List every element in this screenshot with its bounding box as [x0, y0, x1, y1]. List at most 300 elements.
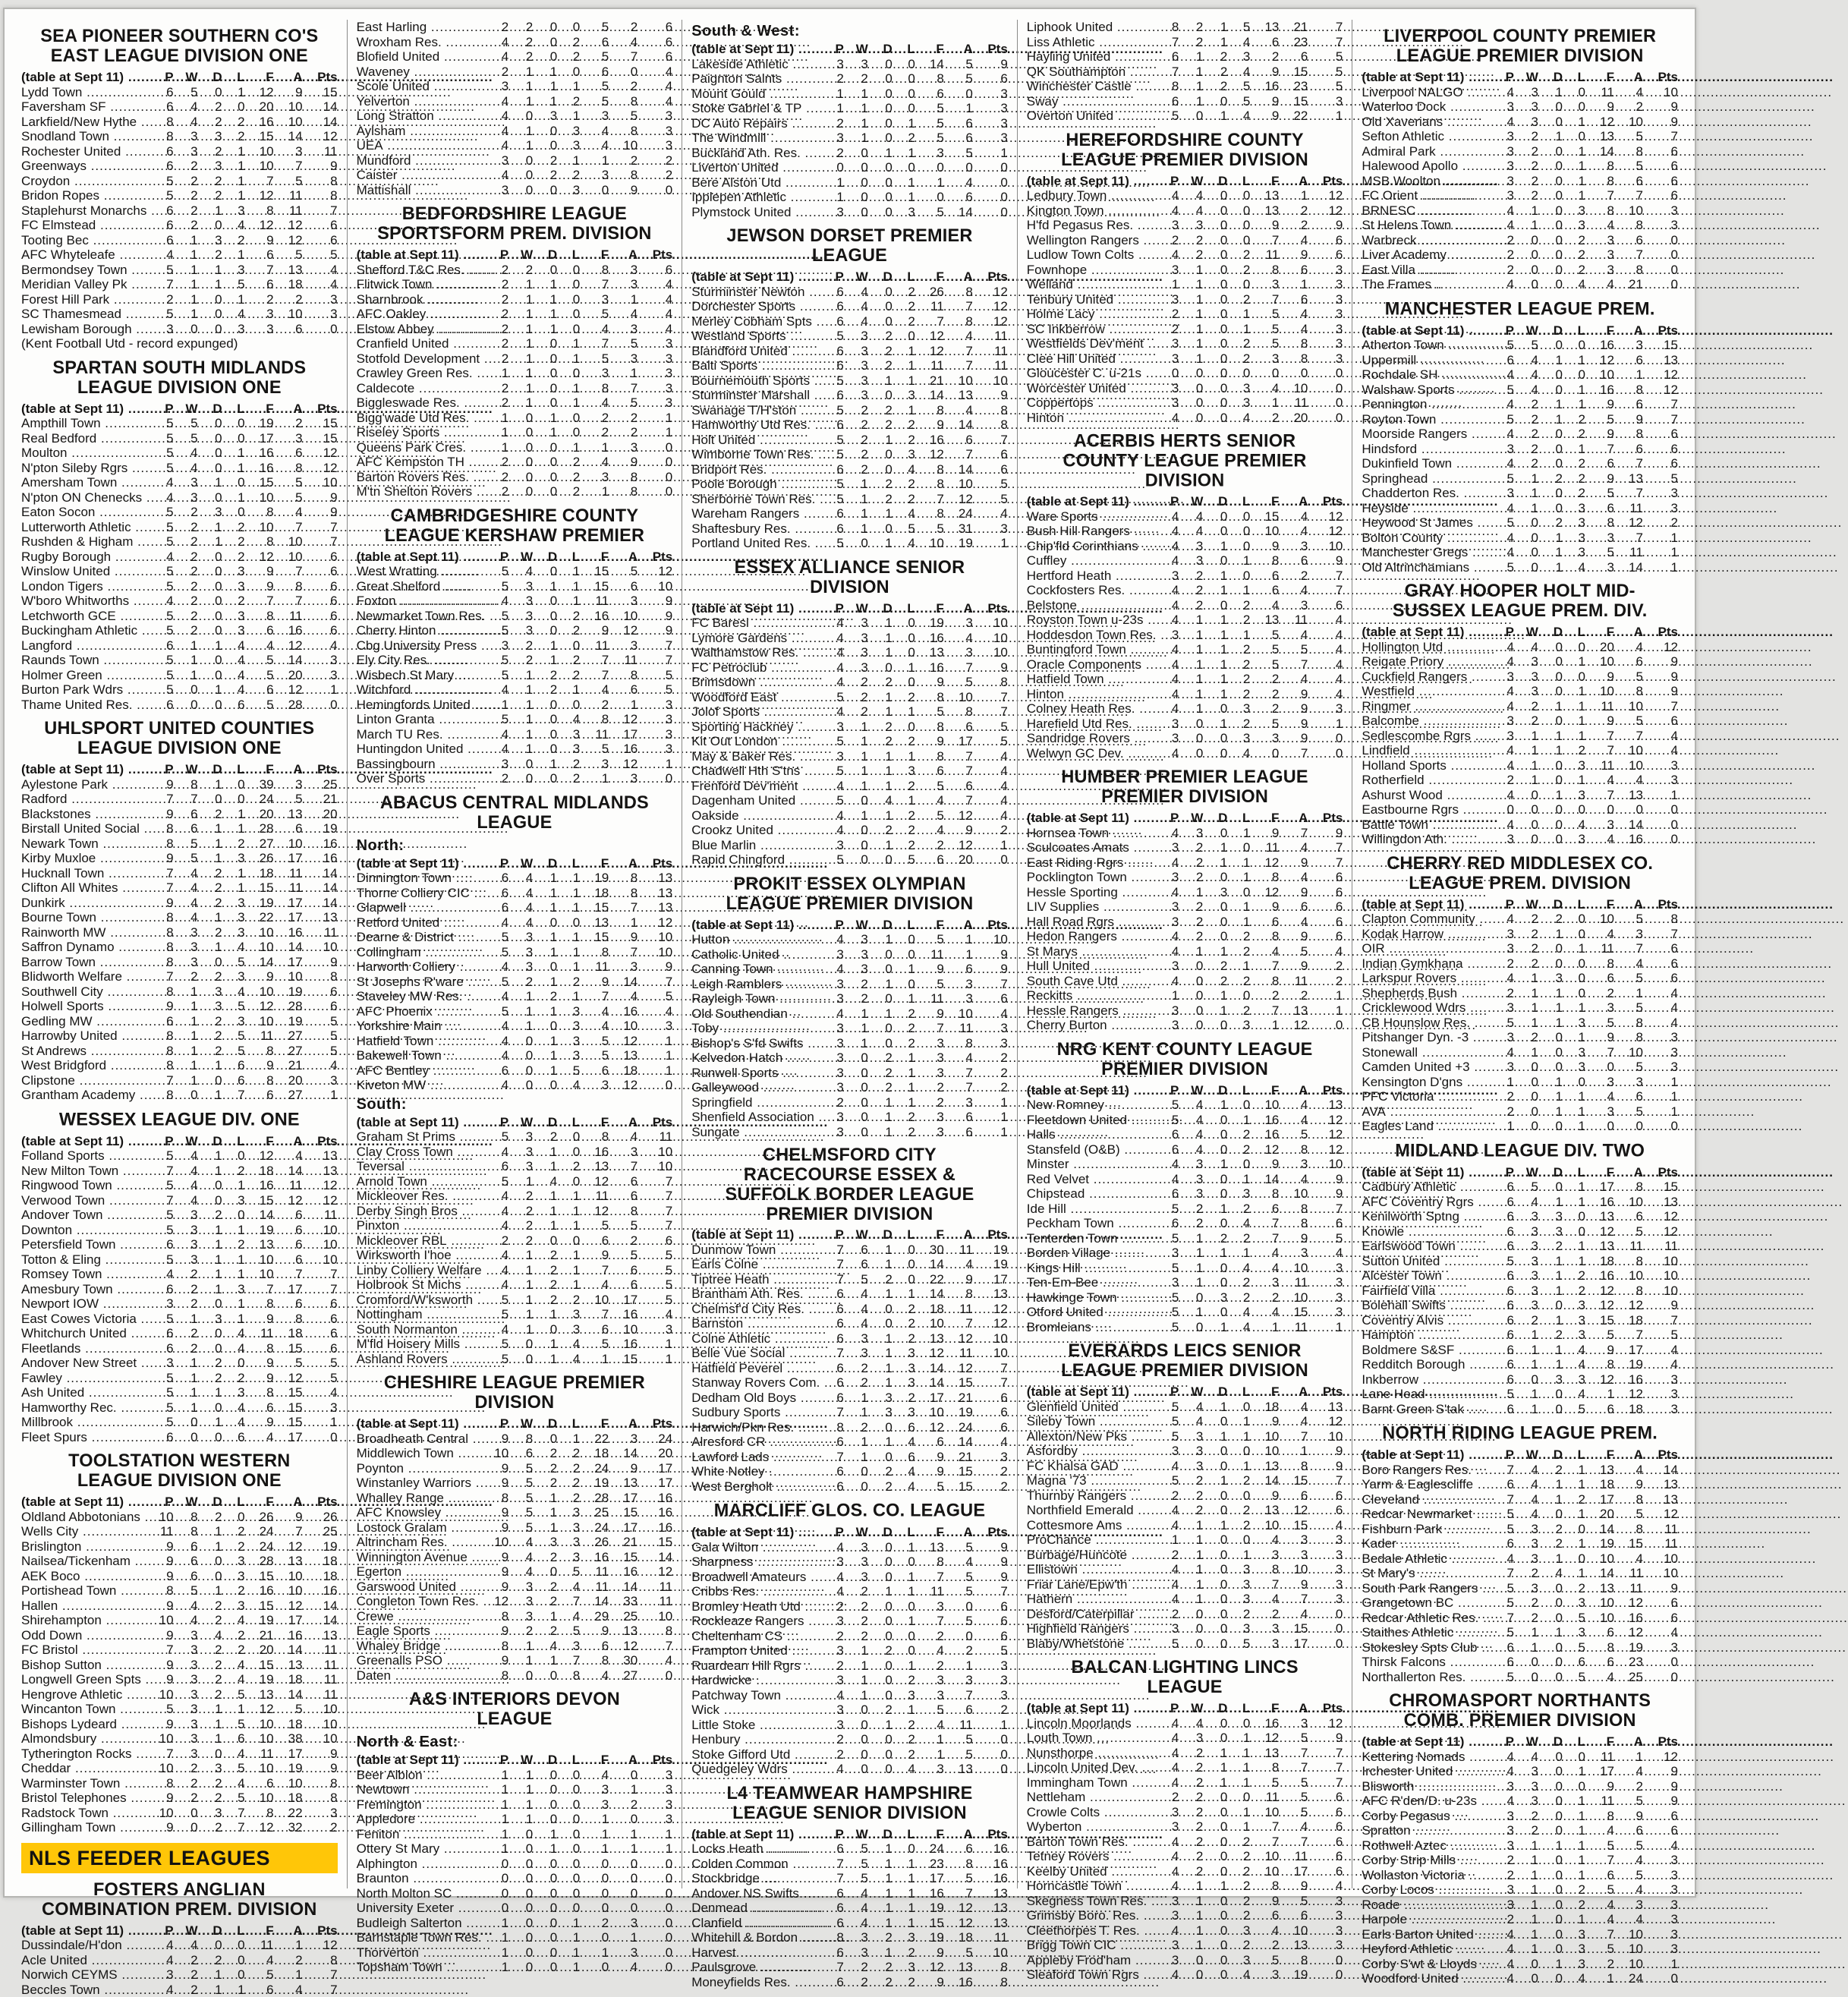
stat-A: 6: [274, 1223, 303, 1238]
stat-Pts: 7: [638, 1204, 672, 1219]
stat-Pts: 4: [1308, 642, 1343, 657]
team-name: Radstock Town .....: [21, 1806, 151, 1821]
table-row: [1027, 1731, 1343, 1746]
stat-F: 20: [1585, 640, 1614, 655]
stat-Pts: 0: [1308, 1607, 1343, 1622]
stat-F: 3: [915, 1066, 944, 1081]
stat-A: 6: [944, 1702, 973, 1718]
stat-P: 2: [1156, 1790, 1179, 1805]
stat-F: 8: [245, 1341, 274, 1356]
stat-D: 1: [533, 1159, 557, 1174]
stat-L: 2: [222, 1628, 245, 1643]
team-name: Barrow Town .....: [21, 955, 151, 970]
stat-P: 6: [1491, 1284, 1514, 1299]
stat-col-W: W: [844, 918, 868, 933]
team-name: Wells City .....: [21, 1524, 151, 1539]
stat-L: 1: [893, 1901, 915, 1916]
team-name: Stoke Gifford Utd .....: [691, 1747, 821, 1762]
team-name: Gillingham Town .....: [21, 1820, 151, 1835]
team-name: Blandford United .....: [691, 344, 821, 359]
stat-P: 3: [1491, 941, 1514, 956]
stat-D: 0: [533, 915, 557, 931]
stat-D: 2: [198, 1658, 222, 1673]
table-row: [1362, 367, 1678, 383]
stat-L: 2: [1227, 929, 1250, 944]
stat-F: 8: [580, 1129, 609, 1145]
table-row: [1362, 1809, 1678, 1824]
stat-col-Pts: Pts: [973, 1525, 1008, 1540]
team-name: Hinton .....: [1027, 687, 1157, 702]
stat-P: 3: [1156, 1894, 1179, 1909]
stat-L: 1: [557, 959, 580, 975]
stat-D: 0: [533, 336, 557, 351]
stat-Pts: 20: [303, 807, 338, 822]
team-name: Altrincham Res. .....: [357, 1535, 486, 1550]
stat-D: 0: [533, 35, 557, 50]
stat-Pts: 3: [973, 131, 1008, 146]
stat-F: 4: [580, 1004, 609, 1019]
table-row: [1027, 642, 1343, 657]
table-row: [1027, 1548, 1343, 1563]
stat-Pts: 0: [1308, 1967, 1343, 1983]
stat-Pts: 0: [638, 1078, 672, 1093]
stat-A: 15: [609, 1550, 638, 1565]
team-name: Waveney .....: [357, 65, 486, 80]
team-name: Braunton .....: [357, 1871, 486, 1886]
stat-L: 1: [1563, 1477, 1585, 1492]
stat-D: 2: [1538, 1239, 1563, 1254]
stat-P: 7: [151, 880, 174, 896]
stat-W: 1: [1514, 986, 1538, 1001]
stat-D: 1: [533, 1505, 557, 1520]
stat-A: 16: [609, 1564, 638, 1580]
stat-P: 4: [486, 1277, 508, 1293]
stat-D: 0: [1538, 1898, 1563, 1913]
stat-W: 3: [844, 962, 868, 977]
table-row: [1362, 743, 1678, 758]
stat-F: 15: [245, 1658, 274, 1673]
stat-L: 1: [1563, 1104, 1585, 1120]
stat-D: 0: [533, 1945, 557, 1961]
stat-A: 9: [1279, 959, 1308, 974]
stat-Pts: 6: [973, 1629, 1008, 1644]
stat-L: 1: [1227, 1760, 1250, 1775]
team-name: Moorside Rangers .....: [1362, 427, 1491, 442]
stat-D: 2: [533, 668, 557, 683]
stat-Pts: 10: [303, 940, 338, 955]
stat-L: 3: [893, 1688, 915, 1703]
stat-F: 8: [1250, 870, 1279, 885]
stat-Pts: 11: [973, 344, 1008, 359]
stat-W: 1: [844, 1405, 868, 1420]
stat-W: 2: [1514, 1030, 1538, 1045]
stat-L: 2: [1563, 427, 1585, 442]
stat-F: 15: [245, 880, 274, 896]
stat-D: 1: [1538, 1075, 1563, 1090]
stat-D: 0: [1538, 773, 1563, 788]
stat-D: 1: [1203, 35, 1227, 50]
stat-P: 5: [151, 431, 174, 446]
table-date-label: (table at Sept 11) .....: [691, 1227, 821, 1243]
stat-A: 15: [1614, 1536, 1643, 1551]
stat-P: 9: [151, 1569, 174, 1584]
stat-W: 0: [508, 1841, 533, 1857]
stat-col-L: L: [893, 1827, 915, 1842]
team-name: Feniton .....: [357, 1827, 486, 1842]
stat-W: 3: [844, 616, 868, 631]
stat-F: 4: [580, 322, 609, 337]
stat-L: 0: [222, 416, 245, 431]
stat-D: 4: [868, 793, 893, 808]
stat-A: 9: [1614, 1809, 1643, 1824]
stat-A: 1: [609, 366, 638, 381]
table-row: [21, 1148, 338, 1164]
stat-F: 8: [1250, 1879, 1279, 1894]
stat-L: 1: [1563, 773, 1585, 788]
table-row: [1027, 1790, 1343, 1805]
stat-Pts: 0: [973, 1762, 1008, 1777]
stat-W: 0: [1514, 560, 1538, 575]
team-name: Teversal .....: [357, 1159, 486, 1174]
stat-P: 4: [486, 1218, 508, 1233]
stat-W: 3: [1514, 1764, 1538, 1779]
table-row: [357, 307, 673, 322]
stat-W: 1: [174, 1400, 198, 1416]
stat-F: 8: [1250, 1562, 1279, 1577]
stat-D: 1: [198, 1731, 222, 1747]
stat-D: 1: [1203, 642, 1227, 657]
stat-D: 2: [868, 1930, 893, 1945]
stat-Pts: 6: [638, 49, 672, 65]
stat-col-Pts: Pts: [303, 70, 338, 85]
table-row: [21, 940, 338, 955]
team-name: Nettleham .....: [1027, 1790, 1157, 1805]
stat-L: 3: [557, 138, 580, 153]
stat-W: 4: [174, 446, 198, 461]
team-name: Sefton Athletic .....: [1362, 129, 1491, 144]
stat-W: 0: [174, 1806, 198, 1821]
team-name: Irchester United .....: [1362, 1764, 1491, 1779]
team-name: Holmer Green .....: [21, 668, 151, 683]
stat-W: 2: [1179, 1805, 1203, 1820]
stat-col-W: W: [1179, 1701, 1203, 1716]
team-name: FC Khalsa GAD .....: [1027, 1459, 1157, 1474]
team-name: Radford .....: [21, 792, 151, 807]
team-name: UEA .....: [357, 138, 486, 153]
table-row: [1362, 1224, 1678, 1239]
table-row: [1362, 129, 1678, 144]
team-name: Sporting Hackney .....: [691, 720, 821, 735]
stat-L: 0: [893, 1243, 915, 1258]
stat-A: 6: [609, 1277, 638, 1293]
stat-L: 0: [893, 1841, 915, 1857]
stat-P: 4: [151, 594, 174, 609]
stat-F: 10: [1250, 524, 1279, 539]
team-name: Newmarket Town Res. .....: [357, 609, 486, 624]
stat-D: 0: [1538, 1611, 1563, 1626]
stat-D: 0: [1538, 144, 1563, 159]
stat-F: 5: [1585, 1016, 1614, 1031]
stat-A: 3: [1279, 598, 1308, 613]
stat-F: 6: [1585, 1402, 1614, 1417]
stat-D: 1: [198, 1415, 222, 1430]
table-row: [357, 1293, 673, 1308]
stat-P: 6: [821, 1901, 844, 1916]
stat-Pts: 3: [1643, 501, 1678, 516]
team-name: Asfordby .....: [1027, 1444, 1157, 1459]
stat-W: 4: [844, 285, 868, 300]
stat-F: 16: [580, 609, 609, 624]
team-name: March TU Res. .....: [357, 727, 486, 742]
stat-Pts: 5: [638, 682, 672, 698]
stat-A: 10: [1614, 1195, 1643, 1210]
stat-F: 8: [1250, 263, 1279, 278]
league-title: SEA PIONEER SOUTHERN CO'S EAST LEAGUE DIVISION ONE: [21, 26, 338, 65]
stat-Pts: 1: [973, 536, 1008, 551]
stat-F: 13: [1585, 1239, 1614, 1254]
stat-Pts: 9: [973, 1554, 1008, 1570]
team-name: Liver Academy .....: [1362, 247, 1491, 263]
stat-W: 2: [844, 1375, 868, 1391]
stat-A: 7: [944, 358, 973, 373]
stat-D: 0: [198, 564, 222, 579]
stat-W: 0: [1179, 366, 1203, 381]
stat-P: 7: [821, 1871, 844, 1886]
stat-col-Pts: Pts: [638, 550, 672, 565]
table-row: [21, 594, 338, 609]
stat-Pts: 9: [303, 159, 338, 174]
stat-col-L: L: [1227, 1384, 1250, 1400]
stat-A: 11: [1279, 1320, 1308, 1335]
stat-L: 5: [893, 852, 915, 868]
stat-A: 10: [274, 969, 303, 984]
stat-Pts: 1: [1643, 560, 1678, 575]
table-row: [1362, 1536, 1678, 1551]
team-name: Hawkinge Town .....: [1027, 1290, 1157, 1306]
stat-Pts: 10: [638, 945, 672, 960]
stat-A: 15: [274, 1385, 303, 1400]
stat-D: 3: [1203, 885, 1227, 900]
stat-P: 4: [1491, 397, 1514, 412]
stat-L: 2: [1563, 1492, 1585, 1507]
stat-W: 1: [1514, 1853, 1538, 1868]
stat-L: 1: [557, 1916, 580, 1931]
stat-L: 1: [1563, 729, 1585, 744]
stat-Pts: 6: [303, 984, 338, 1000]
stat-P: 5: [1491, 515, 1514, 531]
stat-W: 3: [1514, 1298, 1538, 1313]
stat-F: 14: [1585, 144, 1614, 159]
stat-A: 7: [944, 1080, 973, 1095]
stat-W: 1: [508, 351, 533, 367]
stat-D: 0: [1538, 1809, 1563, 1824]
stat-Pts: 9: [638, 609, 672, 624]
table-row: [21, 955, 338, 970]
stat-L: 1: [1563, 383, 1585, 398]
team-name: Lymore Gardens .....: [691, 631, 821, 646]
stat-W: 0: [1514, 802, 1538, 817]
stat-A: 18: [274, 1791, 303, 1806]
stat-W: 1: [174, 1385, 198, 1400]
stat-W: 2: [844, 447, 868, 462]
stat-Pts: 0: [973, 190, 1008, 205]
stat-W: 2: [1514, 941, 1538, 956]
stat-col-Pts: Pts: [303, 1495, 338, 1510]
stat-P: 3: [486, 153, 508, 169]
stat-W: 4: [1514, 1507, 1538, 1522]
table-row: [21, 1430, 338, 1445]
stat-A: 6: [944, 720, 973, 735]
stat-P: 6: [1491, 1209, 1514, 1224]
stat-L: 1: [1563, 1030, 1585, 1045]
team-name: Linby Colliery Welfare .....: [357, 1263, 486, 1278]
league-title: JEWSON DORSET PREMIER LEAGUE: [691, 225, 1008, 265]
stat-P: 9: [486, 1476, 508, 1491]
stat-L: 0: [893, 977, 915, 992]
table-row: [691, 190, 1008, 205]
stat-P: 4: [821, 823, 844, 838]
table-date-label: (table at Sept 11) .....: [1362, 70, 1491, 85]
stat-L: 3: [893, 1361, 915, 1376]
stat-P: 3: [1491, 129, 1514, 144]
table-row: [21, 1628, 338, 1643]
stat-L: 2: [222, 520, 245, 535]
table-row: [1027, 1157, 1343, 1172]
stat-P: 4: [1491, 545, 1514, 560]
table-row: [1362, 501, 1678, 516]
stat-W: 4: [1514, 640, 1538, 655]
table-row: [1027, 395, 1343, 411]
stat-P: 6: [1491, 1343, 1514, 1358]
stat-L: 0: [557, 263, 580, 278]
stat-W: 3: [1514, 99, 1538, 115]
stat-W: 1: [1514, 1640, 1538, 1655]
stat-A: 7: [1614, 941, 1643, 956]
table-row: [691, 1871, 1008, 1886]
team-name: Moneyfields Res. .....: [691, 1975, 821, 1990]
stat-Pts: 6: [1643, 941, 1678, 956]
stat-D: 0: [533, 623, 557, 638]
stat-F: 3: [1585, 263, 1614, 278]
stat-P: 4: [1156, 524, 1179, 539]
stat-Pts: 7: [303, 1967, 338, 1983]
stat-A: 10: [1279, 1186, 1308, 1202]
stat-L: 0: [1563, 971, 1585, 986]
stat-L: 2: [1227, 974, 1250, 989]
stat-L: 3: [557, 727, 580, 742]
stat-F: 10: [580, 1293, 609, 1308]
stat-L: 5: [1563, 1402, 1585, 1417]
stat-L: 1: [222, 490, 245, 506]
stat-F: 12: [1250, 1142, 1279, 1158]
stat-L: 4: [222, 1400, 245, 1416]
stat-D: 0: [1538, 501, 1563, 516]
stat-L: 2: [893, 417, 915, 433]
stat-F: 19: [915, 616, 944, 631]
stat-P: 10: [486, 1535, 508, 1550]
stat-A: 27: [274, 1088, 303, 1103]
stat-F: 5: [1250, 1953, 1279, 1968]
stat-F: 8: [915, 720, 944, 735]
stat-L: 0: [557, 307, 580, 322]
stat-A: 17: [944, 734, 973, 749]
stat-L: 0: [1227, 1098, 1250, 1113]
stat-Pts: 1: [638, 1034, 672, 1049]
stat-F: 9: [915, 1006, 944, 1022]
stat-Pts: 9: [973, 947, 1008, 962]
team-name: Fleetlands .....: [21, 1341, 151, 1356]
stat-D: 1: [868, 1886, 893, 1901]
stat-P: 6: [151, 233, 174, 248]
stat-A: 2: [1279, 218, 1308, 233]
table-row: [1362, 1779, 1678, 1794]
stat-col-F: F: [580, 247, 609, 263]
stat-F: 12: [580, 1204, 609, 1219]
stat-A: 1: [1614, 1750, 1643, 1765]
table-row: [691, 991, 1008, 1006]
table-row: [21, 1731, 338, 1747]
stat-A: 25: [1614, 1670, 1643, 1685]
stat-W: 1: [844, 779, 868, 794]
team-name: Dussindale/H'don .....: [21, 1938, 151, 1953]
stat-L: 3: [222, 1282, 245, 1297]
stat-Pts: 12: [1643, 367, 1678, 383]
stat-Pts: 0: [638, 183, 672, 198]
stat-F: 10: [1250, 1518, 1279, 1533]
table-row: [21, 188, 338, 203]
team-name: Oakside .....: [691, 808, 821, 824]
stat-W: 1: [1179, 1518, 1203, 1533]
stat-F: 2: [1250, 1290, 1279, 1306]
stat-L: 2: [893, 1331, 915, 1347]
stat-Pts: 10: [1643, 1268, 1678, 1284]
stat-W: 2: [844, 1361, 868, 1376]
team-name: Kettering Nomads .....: [1362, 1750, 1491, 1765]
stat-col-L: L: [893, 601, 915, 616]
team-name: AFC Oakley .....: [357, 307, 486, 322]
stat-W: 1: [1179, 885, 1203, 900]
stat-F: 4: [245, 638, 274, 654]
stat-L: 5: [1227, 1636, 1250, 1652]
stat-A: 5: [1614, 1507, 1643, 1522]
stat-F: 10: [1585, 1611, 1614, 1626]
stat-A: 19: [944, 536, 973, 551]
stat-P: 3: [486, 79, 508, 94]
stat-F: 12: [1585, 115, 1614, 130]
stat-P: 6: [821, 388, 844, 403]
stat-A: 11: [944, 1021, 973, 1036]
team-name: Cribbs Res. .....: [691, 1584, 821, 1599]
stat-D: 1: [533, 757, 557, 772]
stat-D: 0: [1203, 1967, 1227, 1983]
team-name: Cbg University Press .....: [357, 638, 486, 654]
stat-W: 3: [1514, 1239, 1538, 1254]
team-name: Ringmer .....: [1362, 699, 1491, 714]
team-name: Kirby Muxloe .....: [21, 851, 151, 866]
stat-A: 5: [609, 1248, 638, 1263]
stat-Pts: 11: [303, 1643, 338, 1658]
nls-feeder-banner: NLS FEEDER LEAGUES: [21, 1843, 338, 1873]
team-name: Kington Town .....: [1027, 203, 1157, 219]
stat-L: 2: [893, 1391, 915, 1406]
stat-F: 7: [245, 174, 274, 189]
stat-D: 1: [868, 1361, 893, 1376]
table-row: [1027, 899, 1343, 915]
stat-F: 5: [580, 351, 609, 367]
stat-A: 4: [274, 505, 303, 520]
stat-W: 4: [174, 1178, 198, 1193]
stat-D: 1: [198, 940, 222, 955]
